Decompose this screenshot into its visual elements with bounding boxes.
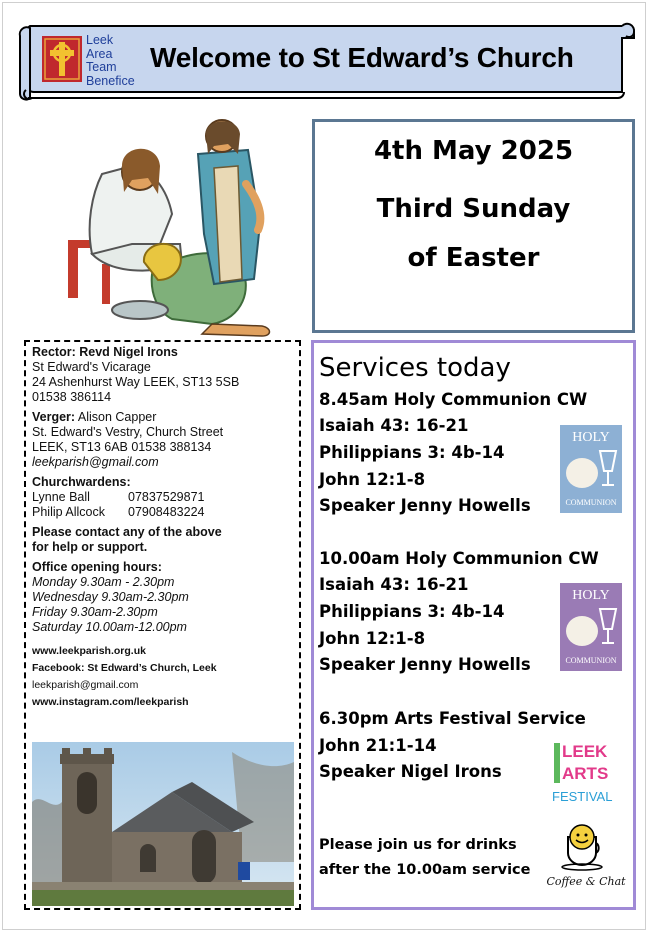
holy-communion-icon xyxy=(560,583,622,671)
foot-washing-illustration xyxy=(62,114,292,339)
service-1-reading: John 12:1-8 xyxy=(319,470,426,489)
churchwarden-phone: 07837529871 xyxy=(128,490,205,504)
rector-label: Rector: Revd Nigel Irons xyxy=(32,345,178,359)
churchwardens-label: Churchwardens: xyxy=(32,475,131,489)
date-box xyxy=(312,119,635,333)
email-link[interactable]: leekparish@gmail.com xyxy=(32,679,139,691)
churchwarden-row xyxy=(32,505,293,520)
service-1-speaker: Speaker Jenny Howells xyxy=(319,496,531,515)
office-hours-line: Saturday 10.00am-12.00pm xyxy=(32,620,187,634)
website-link[interactable]: www.leekparish.org.uk xyxy=(32,645,146,657)
services-title: Services today xyxy=(319,353,511,383)
page-title: Welcome to St Edward’s Church xyxy=(150,42,574,73)
contact-note-line: for help or support. xyxy=(32,540,148,554)
drinks-invite-line: Please join us for drinks xyxy=(319,837,517,853)
rector-address-line: St Edward's Vicarage xyxy=(32,360,151,374)
verger-name: Alison Capper xyxy=(75,410,157,424)
holy-icon-subtext: COMMUNION xyxy=(565,498,617,507)
service-1-reading: Philippians 3: 4b-14 xyxy=(319,443,505,462)
sunday-title-line-2: of Easter xyxy=(407,243,540,273)
churchwarden-phone: 07908483224 xyxy=(128,505,205,519)
rector-phone: 01538 386114 xyxy=(32,390,112,404)
arts-icon-text: LEEK xyxy=(562,742,608,761)
service-3-reading: John 21:1-14 xyxy=(319,736,437,755)
logo-line: Area xyxy=(86,46,113,61)
office-hours-label: Office opening hours: xyxy=(32,560,162,574)
contact-note-line: Please contact any of the above xyxy=(32,525,222,539)
church-photo xyxy=(32,742,294,906)
verger-email: leekparish@gmail.com xyxy=(32,455,159,469)
churchwarden-row xyxy=(32,490,293,505)
office-hours-line: Wednesday 9.30am-2.30pm xyxy=(32,590,189,604)
churchwarden-name: Lynne Ball xyxy=(32,490,90,504)
service-2-speaker: Speaker Jenny Howells xyxy=(319,655,531,674)
holy-communion-icon xyxy=(560,425,622,513)
logo-line: Benefice xyxy=(86,73,135,88)
service-2-reading: John 12:1-8 xyxy=(319,629,426,648)
facebook-link[interactable]: Facebook: St Edward’s Church, Leek xyxy=(32,662,217,674)
office-hours-line: Monday 9.30am - 2.30pm xyxy=(32,575,175,589)
holy-icon-text: HOLY xyxy=(572,430,610,445)
coffee-and-chat-icon xyxy=(546,823,626,889)
service-1-reading: Isaiah 43: 16-21 xyxy=(319,416,469,435)
verger-address-line: LEEK, ST13 6AB 01538 388134 xyxy=(32,440,212,454)
benefice-logo-text xyxy=(86,34,135,88)
leek-arts-festival-icon xyxy=(552,739,616,813)
service-3-speaker: Speaker Nigel Irons xyxy=(319,762,502,781)
arts-icon-text: FESTIVAL xyxy=(552,789,613,804)
service-date: 4th May 2025 xyxy=(373,136,574,166)
logo-line: Team xyxy=(86,60,117,74)
office-hours-line: Friday 9.30am-2.30pm xyxy=(32,605,158,619)
services-box xyxy=(311,340,636,910)
arts-icon-text: ARTS xyxy=(562,764,609,783)
verger-address-line: St. Edward's Vestry, Church Street xyxy=(32,425,224,439)
service-2-time: 10.00am Holy Communion CW xyxy=(319,549,599,568)
holy-icon-text: HOLY xyxy=(572,588,610,603)
header-banner xyxy=(14,14,638,106)
service-3-time: 6.30pm Arts Festival Service xyxy=(319,709,586,728)
service-2-reading: Isaiah 43: 16-21 xyxy=(319,575,469,594)
rector-address-line: 24 Ashenhurst Way LEEK, ST13 5SB xyxy=(32,375,240,389)
logo-line: Leek xyxy=(86,33,114,47)
instagram-link[interactable]: www.instagram.com/leekparish xyxy=(32,696,189,708)
verger-line xyxy=(32,410,293,425)
sunday-title-line-1: Third Sunday xyxy=(376,194,571,224)
churchwarden-name: Philip Allcock xyxy=(32,505,105,519)
holy-icon-subtext: COMMUNION xyxy=(565,656,617,665)
verger-label: Verger: xyxy=(32,410,76,424)
drinks-invite-line: after the 10.00am service xyxy=(319,862,531,878)
service-1-time: 8.45am Holy Communion CW xyxy=(319,390,588,409)
celtic-cross-logo-icon xyxy=(42,36,82,82)
service-2-reading: Philippians 3: 4b-14 xyxy=(319,602,505,621)
contact-info-box xyxy=(24,340,301,910)
coffee-icon-text: Coffee & Chat xyxy=(546,875,626,888)
